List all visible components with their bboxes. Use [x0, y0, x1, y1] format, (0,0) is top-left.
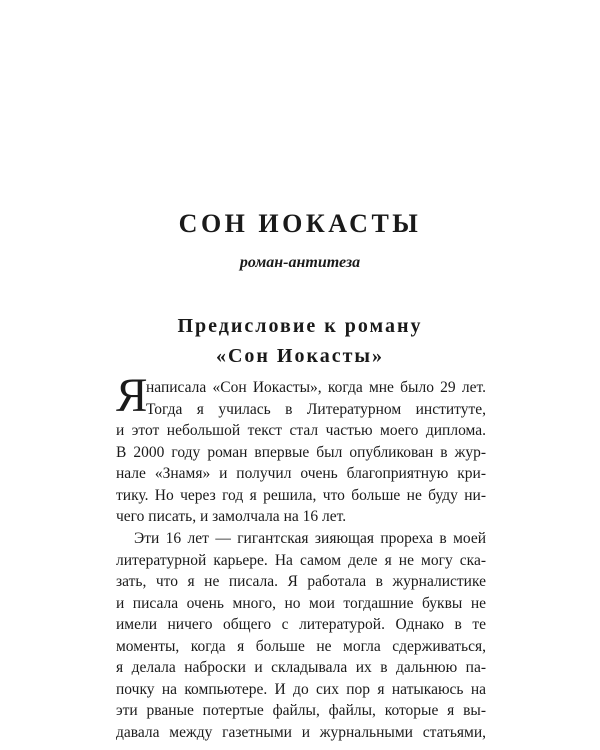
paragraph-2-line: имели ничего общего с литературой. Однако в те [116, 616, 486, 634]
paragraph-1-line: и этот небольшой текст стал частью моего диплома. [116, 422, 486, 440]
paragraph-1-line: чего писать, и замолчала на 16 лет. [116, 508, 347, 526]
preface-heading [0, 311, 600, 371]
paragraph-1-line: нале «Знамя» и получил очень благоприятную кри- [116, 465, 486, 483]
book-subtitle: роман-антитеза [239, 254, 361, 271]
preface-heading-line-1: Предисловие к роману [177, 315, 423, 337]
paragraph-1-line: тику. Но через год я решила, что больше не буду ни- [116, 486, 486, 504]
preface-heading-line-2: «Сон Иокасты» [215, 345, 385, 367]
paragraph-2-line: моменты, когда я больше не могла сдерживаться, [116, 637, 486, 655]
paragraph-1-line: В 2000 году роман впервые был опубликован в жур- [116, 443, 486, 461]
drop-cap-letter: Я [116, 370, 148, 422]
paragraph-2-line: давала между газетными и журнальными статьями, [116, 724, 486, 741]
paragraph-2-line: Эти 16 лет — гигантская зияющая прореха в моей [134, 529, 486, 547]
paragraph-1-line: написала «Сон Иокасты», когда мне было 29 лет. [146, 379, 486, 396]
paragraph-2-line: эти рваные потертые файлы, файлы, которые я вы- [116, 702, 486, 720]
paragraph-2-line: и писала очень много, но мои тогдашние буквы не [116, 594, 486, 612]
paragraph-1-line: Тогда я училась в Литературном институте, [146, 400, 486, 418]
paragraph-2-line: почку на компьютере. И до сих пор я натыкаюсь на [116, 680, 486, 698]
paragraph-2-line: я делала наброски и складывала их в дальнюю па- [116, 659, 486, 677]
paragraph-2-line: литературной карьере. На самом деле я не могу ска- [116, 551, 486, 569]
paragraph-2-line: зать, что я не писала. Я работала в журналистике [116, 573, 486, 591]
book-title: СОН ИОКАСТЫ [178, 209, 422, 238]
